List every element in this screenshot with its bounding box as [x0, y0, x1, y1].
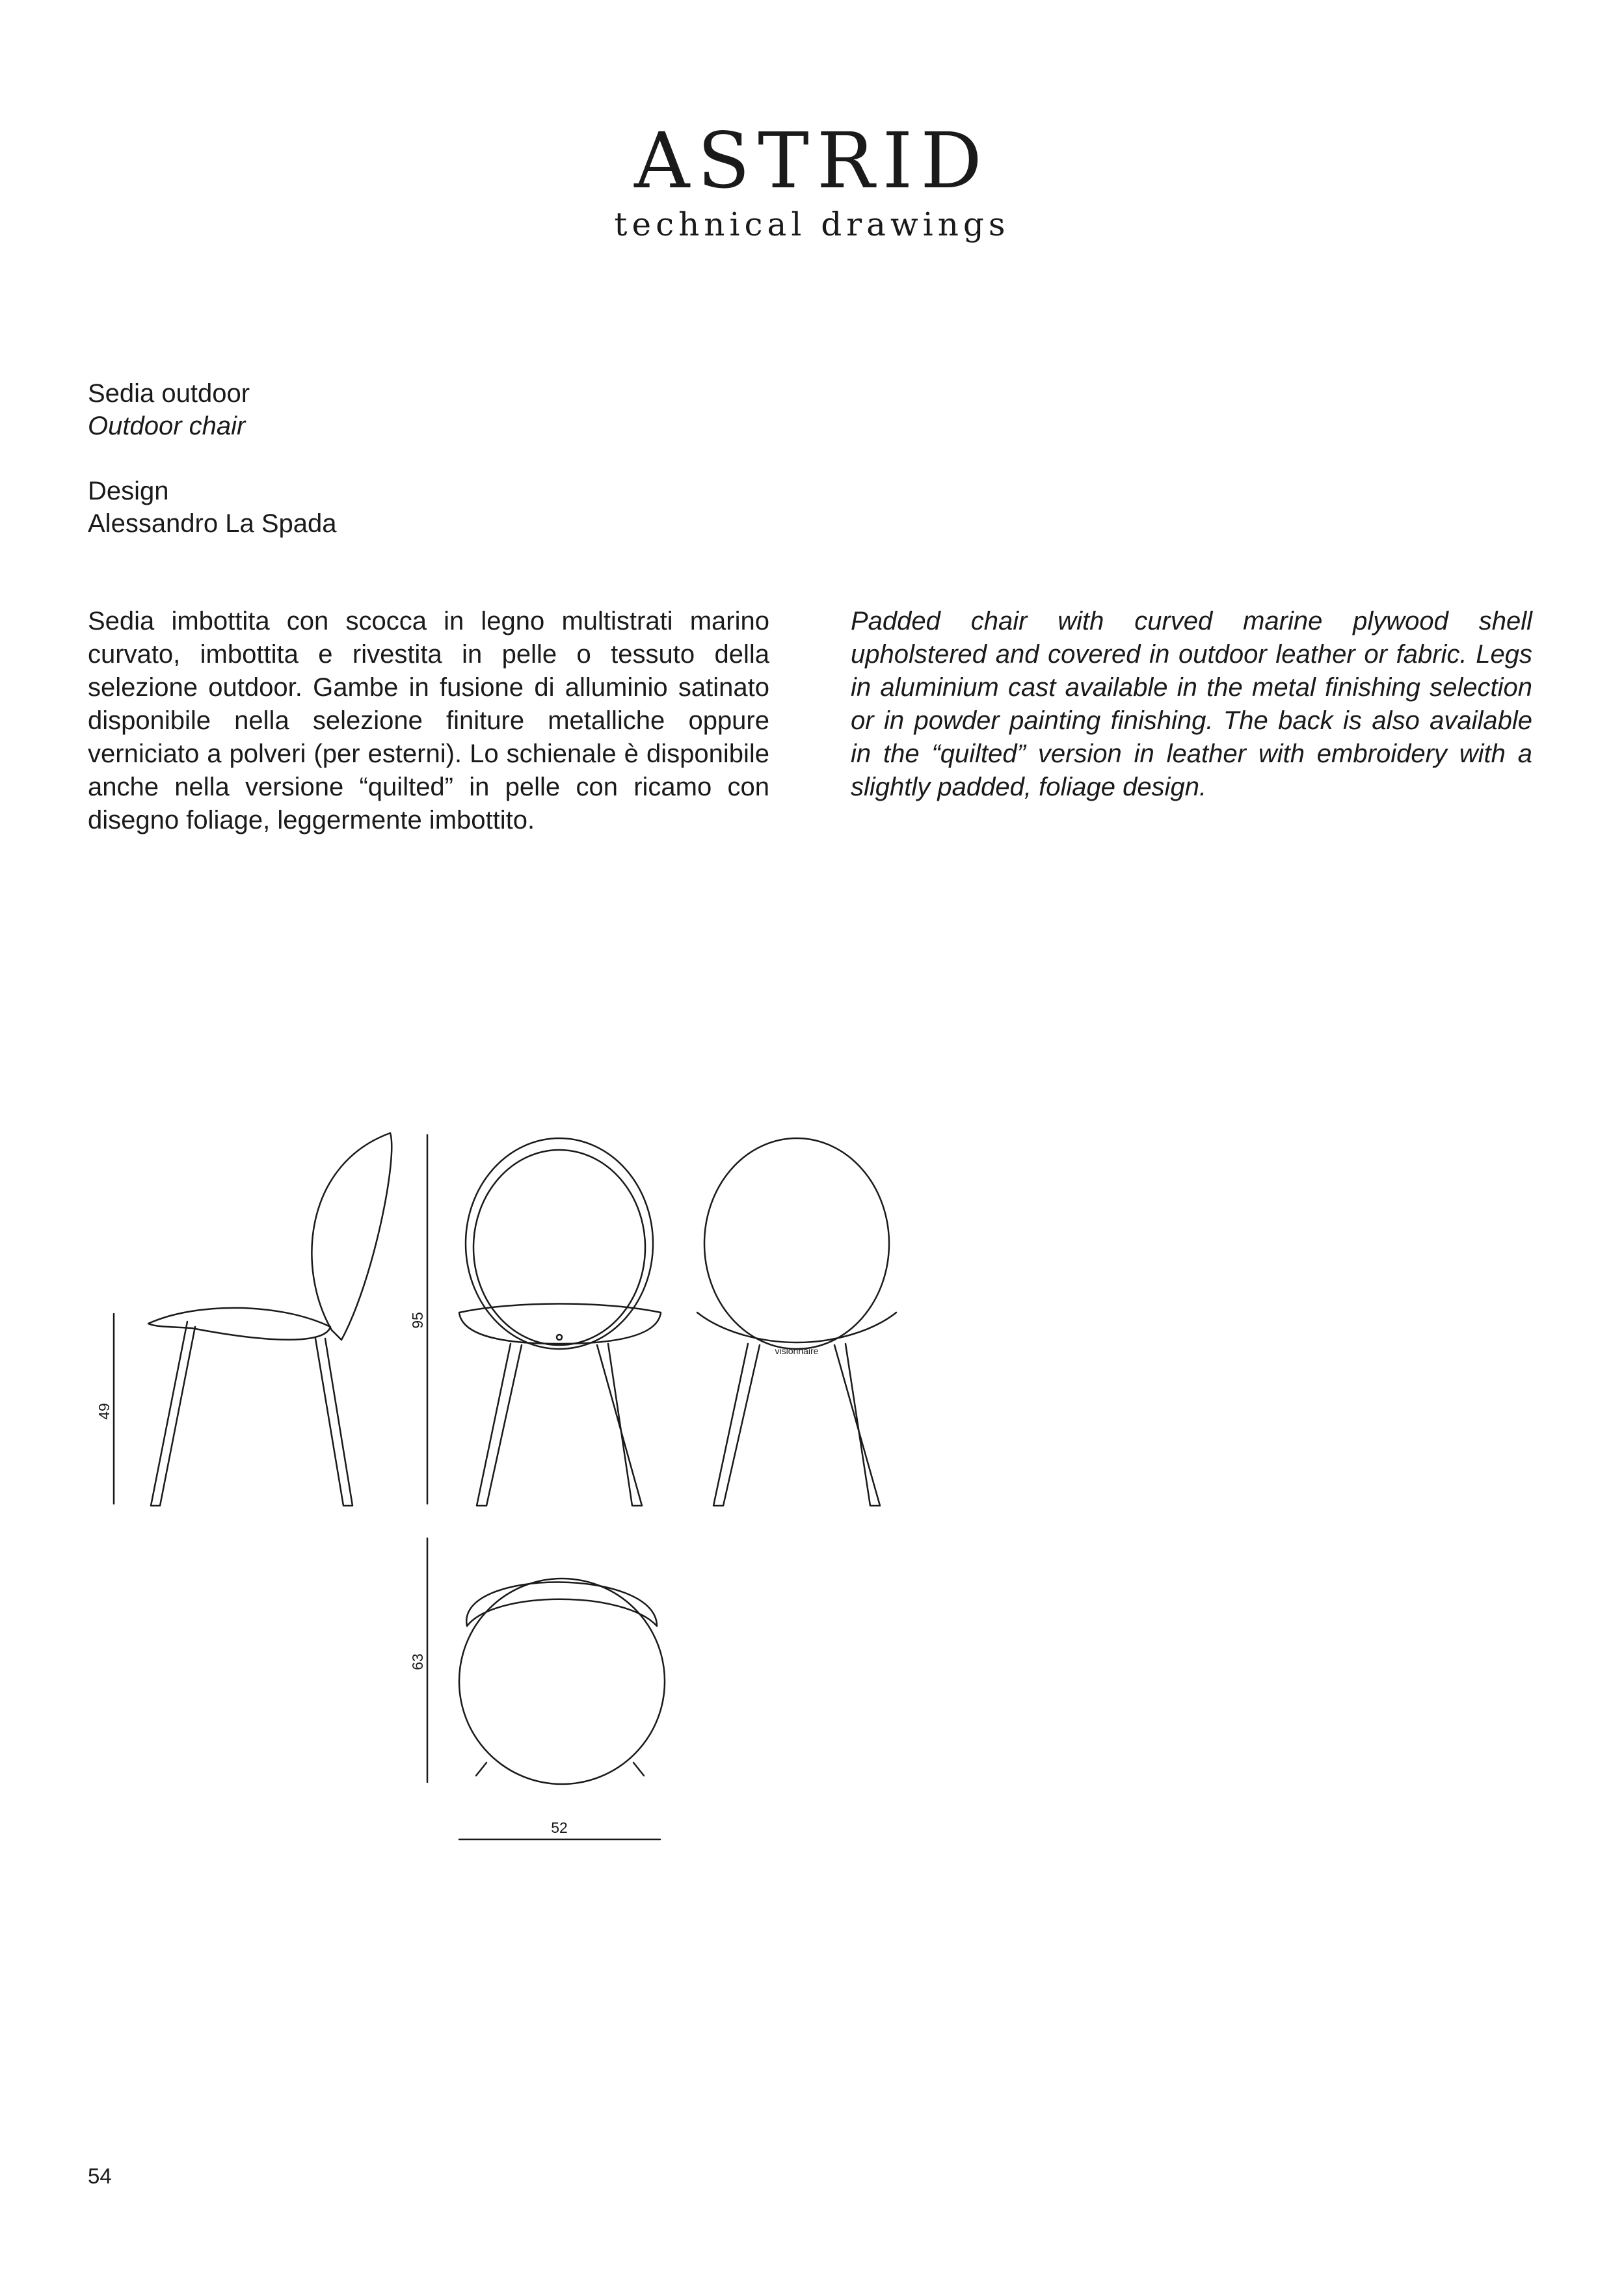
product-type-en: Outdoor chair [88, 412, 246, 440]
width-label: 52 [551, 1819, 568, 1836]
top-seat [459, 1579, 665, 1784]
page-number: 54 [88, 2164, 112, 2188]
page-title: ASTRID [634, 116, 990, 206]
description-english: Padded chair with curved marine plywood shell upholstered and covered in outdoor leather or fabric. Legs in aluminium cast available in the metal finishing selection or in powder painting finishing. The back is also available in the “quilted” version in leather with embroidery with a slightly padded, foliage design. [851, 607, 1532, 801]
design-label: Design [88, 477, 169, 505]
side-back-leg [315, 1339, 353, 1506]
side-backrest [312, 1133, 392, 1340]
product-type-it: Sedia outdoor [88, 379, 250, 408]
side-view-drawing [114, 1133, 392, 1506]
front-backrest-outer [466, 1138, 653, 1349]
back-backrest [704, 1138, 889, 1349]
depth-label: 63 [409, 1653, 426, 1670]
page-subtitle: technical drawings [614, 206, 1010, 243]
top-right-leg [633, 1763, 644, 1776]
top-left-leg [476, 1763, 486, 1776]
front-right-leg [597, 1344, 642, 1506]
back-right-leg [834, 1344, 880, 1506]
designer-name: Alessandro La Spada [88, 509, 337, 538]
front-backrest-inner [473, 1150, 645, 1345]
back-left-leg [713, 1344, 760, 1506]
brand-mark: visionnaire [775, 1346, 819, 1356]
top-view-drawing [427, 1538, 665, 1839]
front-seat [459, 1304, 661, 1344]
front-view-drawing [427, 1135, 661, 1506]
front-left-leg [477, 1344, 522, 1506]
back-view-drawing [697, 1138, 896, 1506]
technical-drawings [0, 1106, 1624, 1886]
seat-height-label: 49 [96, 1403, 113, 1420]
side-seat [148, 1308, 330, 1340]
back-seat-edge [697, 1313, 896, 1342]
description-italian: Sedia imbottita con scocca in legno multistrati marino curvato, imbottita e rivestita in pelle o tessuto della selezione outdoor. Gambe in fusione di alluminio satinato disponibile nella selezione finiture metalliche oppure verniciato a polveri (per esterni). Lo schienale è disponibile anche nella versione “quilted” in pelle con ricamo con disegno foliage, leggermente imbottito. [88, 607, 769, 834]
front-seat-detail [557, 1335, 562, 1340]
total-height-label: 95 [409, 1312, 426, 1329]
side-front-leg [151, 1322, 195, 1506]
